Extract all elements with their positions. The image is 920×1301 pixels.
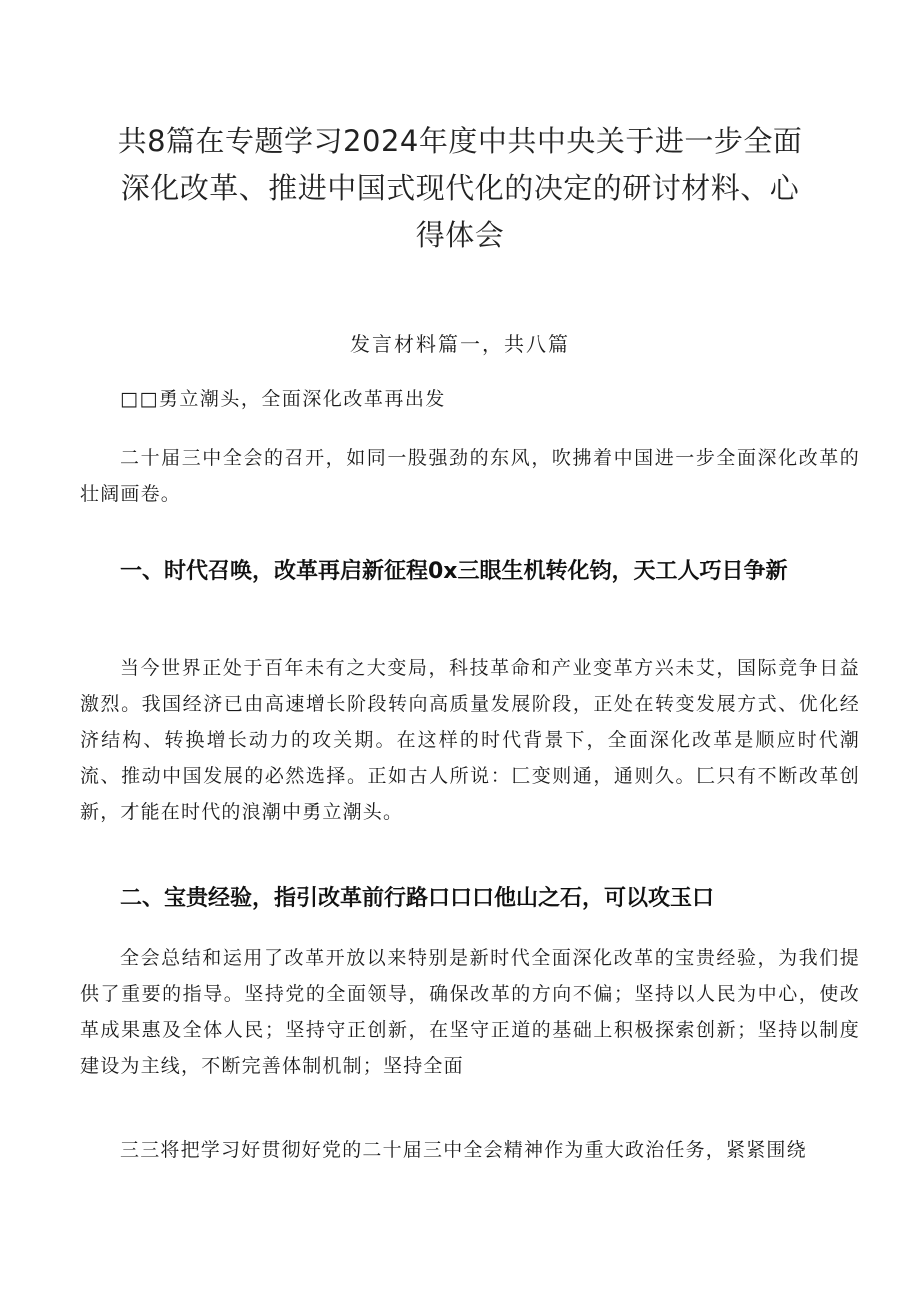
paragraph-intro: 二十届三中全会的召开，如同一股强劲的东风，吹拂着中国进一步全面深化改革的壮阔画卷。 (80, 447, 860, 505)
paragraph-closing: 三三将把学习好贯彻好党的二十届三中全会精神作为重大政治任务，紧紧围绕 (120, 1139, 807, 1161)
lead-line: □□勇立潮头，全面深化改革再出发 (120, 388, 446, 410)
paragraph-section-2: 全会总结和运用了改革开放以来特别是新时代全面深化改革的宝贵经验，为我们提供了重要的指导。坚持党的全面领导，确保改革的方向不偏；坚持以人民为中心，使改革成果惠及全体人民；坚持守正创新，在坚守正道的基础上积极探索创新；坚持以制度建设为主线，不断完善体制机制；坚持全面 (80, 947, 860, 1077)
section-heading-1: 一、时代召唤，改革再启新征程0x三眼生机转化钧，天工人巧日争新 (120, 559, 788, 584)
document-title: 共8篇在专题学习2024年度中共中央关于进一步全面深化改革、推进中国式现代化的决定的研讨材料、心得体会 (117, 124, 803, 252)
paragraph-section-1: 当今世界正处于百年未有之大变局，科技革命和产业变革方兴未艾，国际竞争日益激烈。我国经济已由高速增长阶段转向高质量发展阶段，正处在转变发展方式、优化经济结构、转换增长动力的攻关期。在这样的时代背景下，全面深化改革是顺应时代潮流、推动中国发展的必然选择。正如古人所说：匚变则通，通则久。匚只有不断改革创新，才能在时代的浪潮中勇立潮头。 (80, 657, 860, 823)
section-heading-2: 二、宝贵经验，指引改革前行路口口口他山之石，可以攻玉口 (120, 886, 715, 911)
document-subtitle: 发言材料篇一，共八篇 (350, 332, 570, 356)
